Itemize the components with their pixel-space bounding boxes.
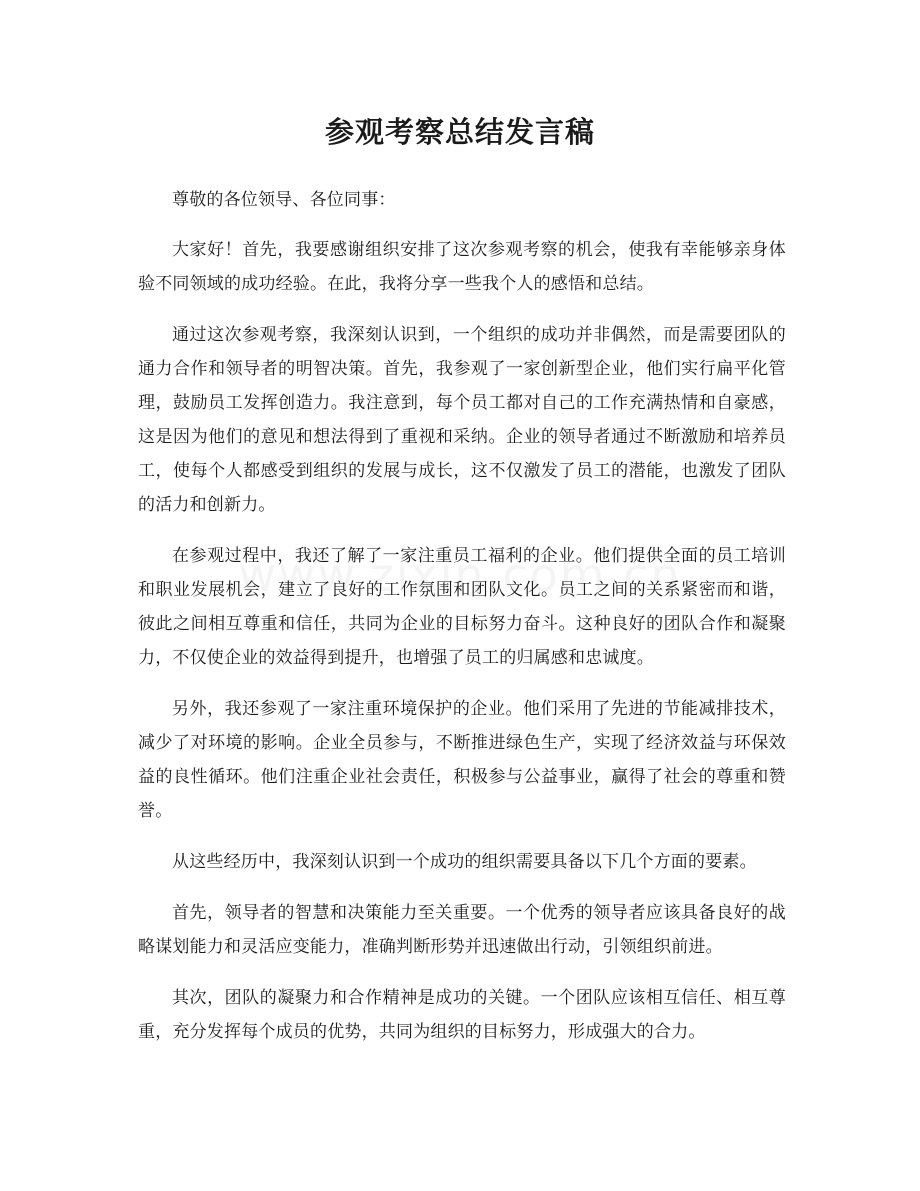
body-paragraph: 大家好！首先，我要感谢组织安排了这次参观考察的机会，使我有幸能够亲身体验不同领域的成功经验。在此，我将分享一些我个人的感悟和总结。 (138, 240, 786, 294)
body-paragraph: 从这些经历中，我深刻认识到一个成功的组织需要具备以下几个方面的要素。 (172, 852, 757, 872)
document-body (138, 183, 786, 1066)
body-paragraph: 另外，我还参观了一家注重环境保护的企业。他们采用了先进的节能减排技术，减少了对环境的影响。企业全员参与，不断推进绿色生产，实现了经济效益与环保效益的良性循环。他们注重企业社会责任，积极参与公益事业，赢得了社会的尊重和赞誉。 (138, 699, 786, 821)
body-paragraph: 其次，团队的凝聚力和合作精神是成功的关键。一个团队应该相互信任、相互尊重，充分发挥每个成员的优势，共同为组织的目标努力，形成强大的合力。 (138, 988, 786, 1042)
body-paragraph: 通过这次参观考察，我深刻认识到，一个组织的成功并非偶然，而是需要团队的通力合作和领导者的明智决策。首先，我参观了一家创新型企业，他们实行扁平化管理，鼓励员工发挥创造力。我注意到，每个员工都对自己的工作充满热情和自豪感，这是因为他们的意见和想法得到了重视和采纳。企业的领导者通过不断激励和培养员工，使每个人都感受到组织的发展与成长，这不仅激发了员工的潜能，也激发了团队的活力和创新力。 (138, 325, 786, 515)
body-paragraph: 在参观过程中，我还了解了一家注重员工福利的企业。他们提供全面的员工培训和职业发展机会，建立了良好的工作氛围和团队文化。员工之间的关系紧密而和谐，彼此之间相互尊重和信任，共同为企业的目标努力奋斗。这种良好的团队合作和凝聚力，不仅使企业的效益得到提升，也增强了员工的归属感和忠诚度。 (138, 546, 786, 668)
document-title: 参观考察总结发言稿 (324, 115, 595, 149)
greeting-paragraph: 尊敬的各位领导、各位同事： (172, 190, 396, 210)
body-paragraph: 首先，领导者的智慧和决策能力至关重要。一个优秀的领导者应该具备良好的战略谋划能力和灵活应变能力，准确判断形势并迅速做出行动，引领组织前进。 (138, 903, 786, 957)
